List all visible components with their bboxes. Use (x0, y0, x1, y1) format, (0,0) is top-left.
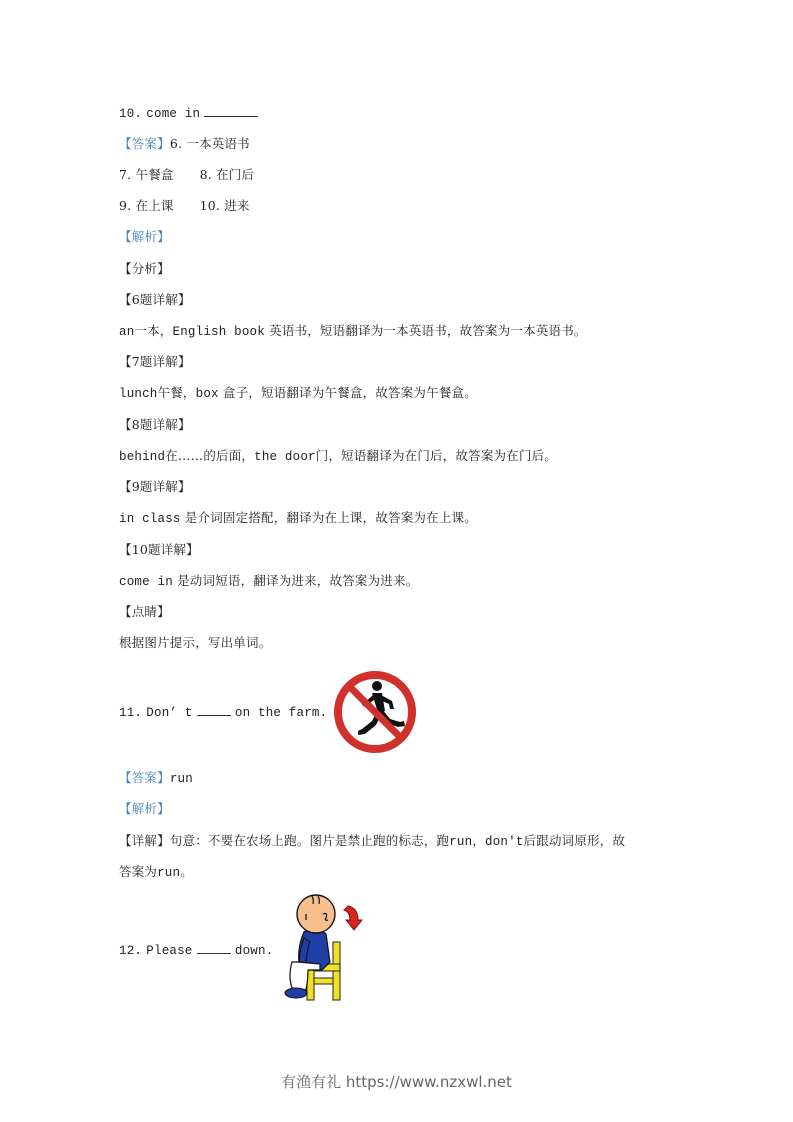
answer-tag: 【答案】 (119, 770, 170, 785)
answer-line-6 (119, 135, 250, 153)
detail-6-heading: 【6题详解】 (119, 292, 191, 307)
answer-6: 6. 一本英语书 (169, 136, 250, 151)
question-text: come in (146, 107, 201, 121)
dianjing-text: 根据图片提示，写出单词。 (119, 635, 272, 650)
no-running-sign-icon (332, 669, 418, 755)
detail-9-heading: 【9题详解】 (119, 479, 191, 494)
detail-8-text: behind在……的后面，the door门，短语翻译为在门后，故答案为在门后。 (119, 448, 558, 464)
detail-8-heading: 【8题详解】 (119, 417, 191, 432)
sit-down-cartoon-icon (278, 890, 374, 1006)
detail-9-text: in class 是介词固定搭配，翻译为在上课，故答案为在上课。 (119, 510, 477, 526)
detail-11-text-line2: 答案为run。 (119, 864, 193, 880)
question-number: 10. (119, 107, 143, 121)
answer-blank (197, 941, 231, 954)
detail-10-text: come in 是动词短语，翻译为进来，故答案为进来。 (119, 573, 419, 589)
answer-line-9-10 (119, 197, 250, 215)
dianjing-heading: 【点睛】 (119, 604, 170, 619)
answer-tag: 【答案】 (119, 136, 170, 151)
detail-7-heading: 【7题详解】 (119, 354, 191, 369)
detail-7-text: lunch午餐，box 盒子，短语翻译为午餐盒，故答案为午餐盒。 (119, 385, 477, 401)
footer-watermark: 有渔有礼 https://www.nzxwl.net (281, 1073, 512, 1091)
answer-7: 7. 午餐盒 (119, 167, 174, 182)
answer-blank (204, 104, 258, 117)
answer-line-11 (119, 769, 193, 788)
answer-9: 9. 在上课 (119, 198, 174, 213)
analysis-heading-11: 【解析】 (119, 801, 170, 816)
answer-8: 8. 在门后 (199, 167, 255, 182)
answer-blank (197, 703, 231, 716)
detail-10-heading: 【10题详解】 (119, 542, 199, 557)
answer-11: run (169, 772, 193, 786)
fenxi-heading: 【分析】 (119, 261, 170, 276)
question-12-prompt: 12. Please down. (119, 941, 273, 960)
answer-line-7-8 (119, 166, 254, 184)
question-11-prompt: 11. Don’ t on the farm. (119, 703, 327, 722)
analysis-heading: 【解析】 (119, 229, 170, 244)
question-10-prompt (119, 104, 258, 123)
detail-6-text: an一本，English book 英语书，短语翻译为一本英语书，故答案为一本英语书。 (119, 323, 587, 339)
detail-11-text-line1: 【详解】句意：不要在农场上跑。图片是禁止跑的标志，跑run，don't后跟动词原形，故 (119, 833, 626, 849)
answer-10: 10. 进来 (199, 198, 250, 213)
